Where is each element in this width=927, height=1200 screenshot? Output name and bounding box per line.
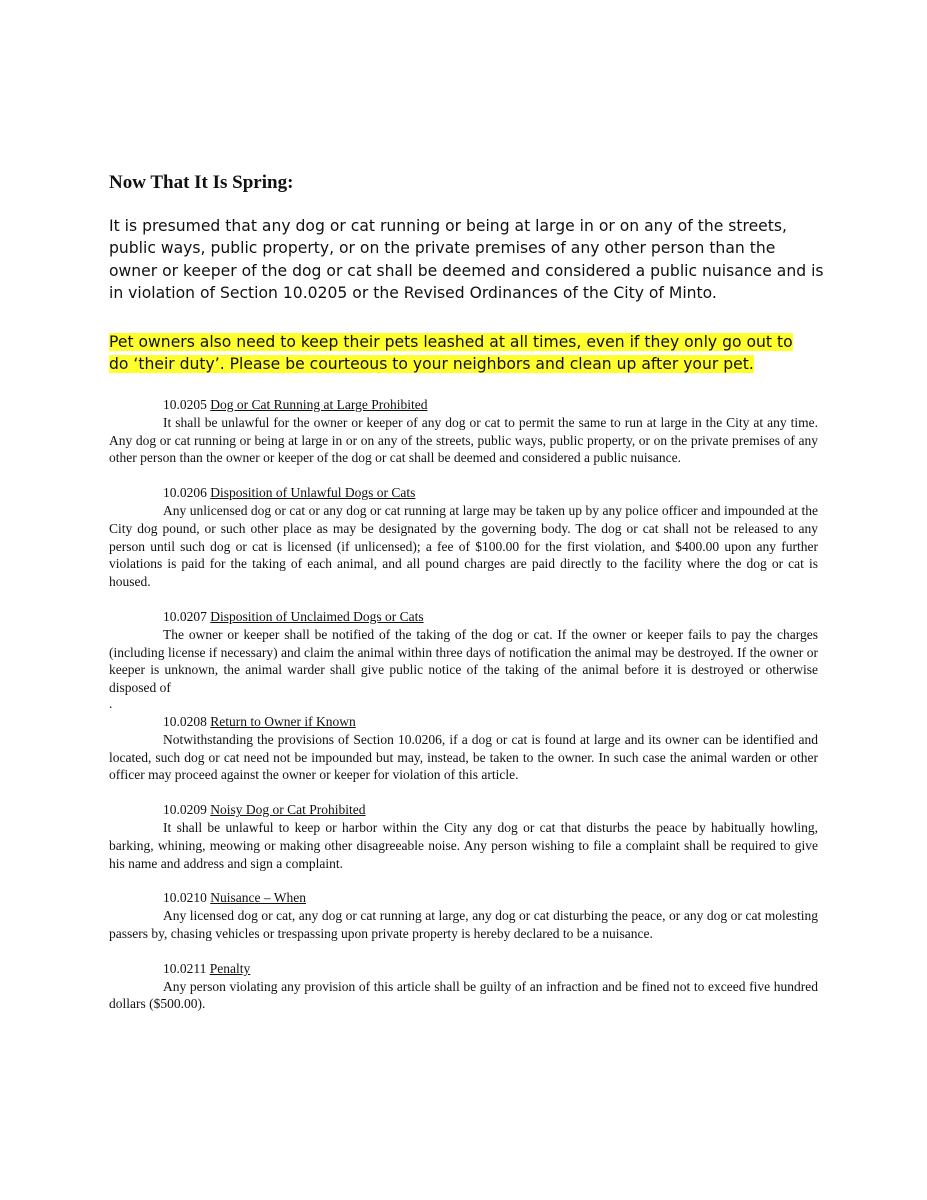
intro-paragraph: It is presumed that any dog or cat running or being at large in or on any of the streets, public ways, public property, or on the private premises of any other person than the owner or keeper of the dog or cat shall be deemed and considered a public nuisance and is in violation of Section 10.0205 or the Revised Ordinances of the City of Minto.	[109, 217, 824, 303]
section-heading	[109, 396, 818, 414]
section-title: Noisy Dog or Cat Prohibited	[210, 802, 366, 818]
section-number: 10.0205	[163, 397, 207, 412]
section-heading	[109, 484, 818, 502]
section-body: Any unlicensed dog or cat or any dog or cat running at large may be taken up by any police officer and impounded at the City dog pound, or such other place as may be designated by the governing body. The dog or cat shall not be released to any person until such dog or cat is licensed (if unlicensed); a fee of $100.00 for the first violation, and $400.00 upon any further violations is paid for the taking of each animal, and all pound charges are paid directly to the facility where the dog or cat is housed.	[109, 502, 818, 590]
section-10-0208	[109, 713, 818, 784]
highlighted-line-2: do ‘their duty’. Please be courteous to your neighbors and clean up after your pet.	[109, 355, 754, 374]
section-10-0210	[109, 889, 818, 942]
section-title: Disposition of Unlawful Dogs or Cats	[210, 485, 416, 501]
section-number: 10.0210	[163, 890, 207, 906]
section-body: It shall be unlawful for the owner or keeper of any dog or cat to permit the same to run at large in the City at any time. Any dog or cat running or being at large in or on any of the streets, public ways, public property, or on the private premises of any other person than the owner or keeper of the dog or cat shall be deemed and considered a public nuisance.	[109, 414, 818, 466]
section-title: Return to Owner if Known	[210, 713, 356, 729]
section-heading	[109, 889, 818, 907]
section-heading	[109, 960, 818, 978]
section-body: Notwithstanding the provisions of Section 10.0206, if a dog or cat is found at large and its owner can be identified and located, such dog or cat need not be impounded but may, instead, be taken to the owner. In such case the animal warden or other officer may proceed against the owner or keeper for violation of this article.	[109, 731, 818, 783]
section-body: It shall be unlawful to keep or harbor within the City any dog or cat that disturbs the peace by habitually howling, barking, whining, meowing or making other disagreeable noise. Any person wishing to file a complaint shall be required to give his name and address and sign a complaint.	[109, 819, 818, 871]
section-heading	[109, 608, 818, 626]
highlighted-line-1: Pet owners also need to keep their pets leashed at all times, even if they only go out to	[109, 333, 793, 351]
section-number: 10.0209	[163, 802, 207, 818]
section-10-0206	[109, 484, 818, 591]
highlighted-notice	[109, 331, 824, 376]
section-number: 10.0206	[163, 485, 207, 501]
section-heading	[109, 713, 818, 731]
section-10-0211	[109, 960, 818, 1013]
section-10-0207	[109, 608, 818, 711]
section-heading	[109, 801, 818, 819]
trailing-period: .	[109, 695, 113, 711]
section-title: Nuisance – When	[210, 890, 306, 906]
section-title: Disposition of Unclaimed Dogs or Cats	[210, 608, 424, 624]
section-10-0209	[109, 801, 818, 872]
ordinance-sections	[109, 396, 818, 1030]
section-number: 10.0208	[163, 713, 207, 729]
section-title: Dog or Cat Running at Large Prohibited	[210, 397, 428, 412]
section-number: 10.0207	[163, 608, 207, 624]
section-body: The owner or keeper shall be notified of the taking of the dog or cat. If the owner or keeper fails to pay the charges (including license if necessary) and claim the animal within three days of notification the animal may be destroyed. If the owner or keeper is unknown, the animal warder shall give public notice of the taking of the animal before it is destroyed or otherwise disposed of	[109, 626, 818, 696]
page-title: Now That It Is Spring:	[109, 172, 294, 193]
section-title: Penalty	[209, 960, 251, 976]
section-body: Any person violating any provision of this article shall be guilty of an infraction and be fined not to exceed five hundred dollars ($500.00).	[109, 978, 818, 1012]
section-body: Any licensed dog or cat, any dog or cat running at large, any dog or cat disturbing the peace, or any dog or cat molesting passers by, chasing vehicles or trespassing upon private property is hereby declared to be a nuisance.	[109, 908, 818, 941]
section-10-0205	[109, 396, 818, 467]
section-number: 10.0211	[163, 960, 207, 976]
